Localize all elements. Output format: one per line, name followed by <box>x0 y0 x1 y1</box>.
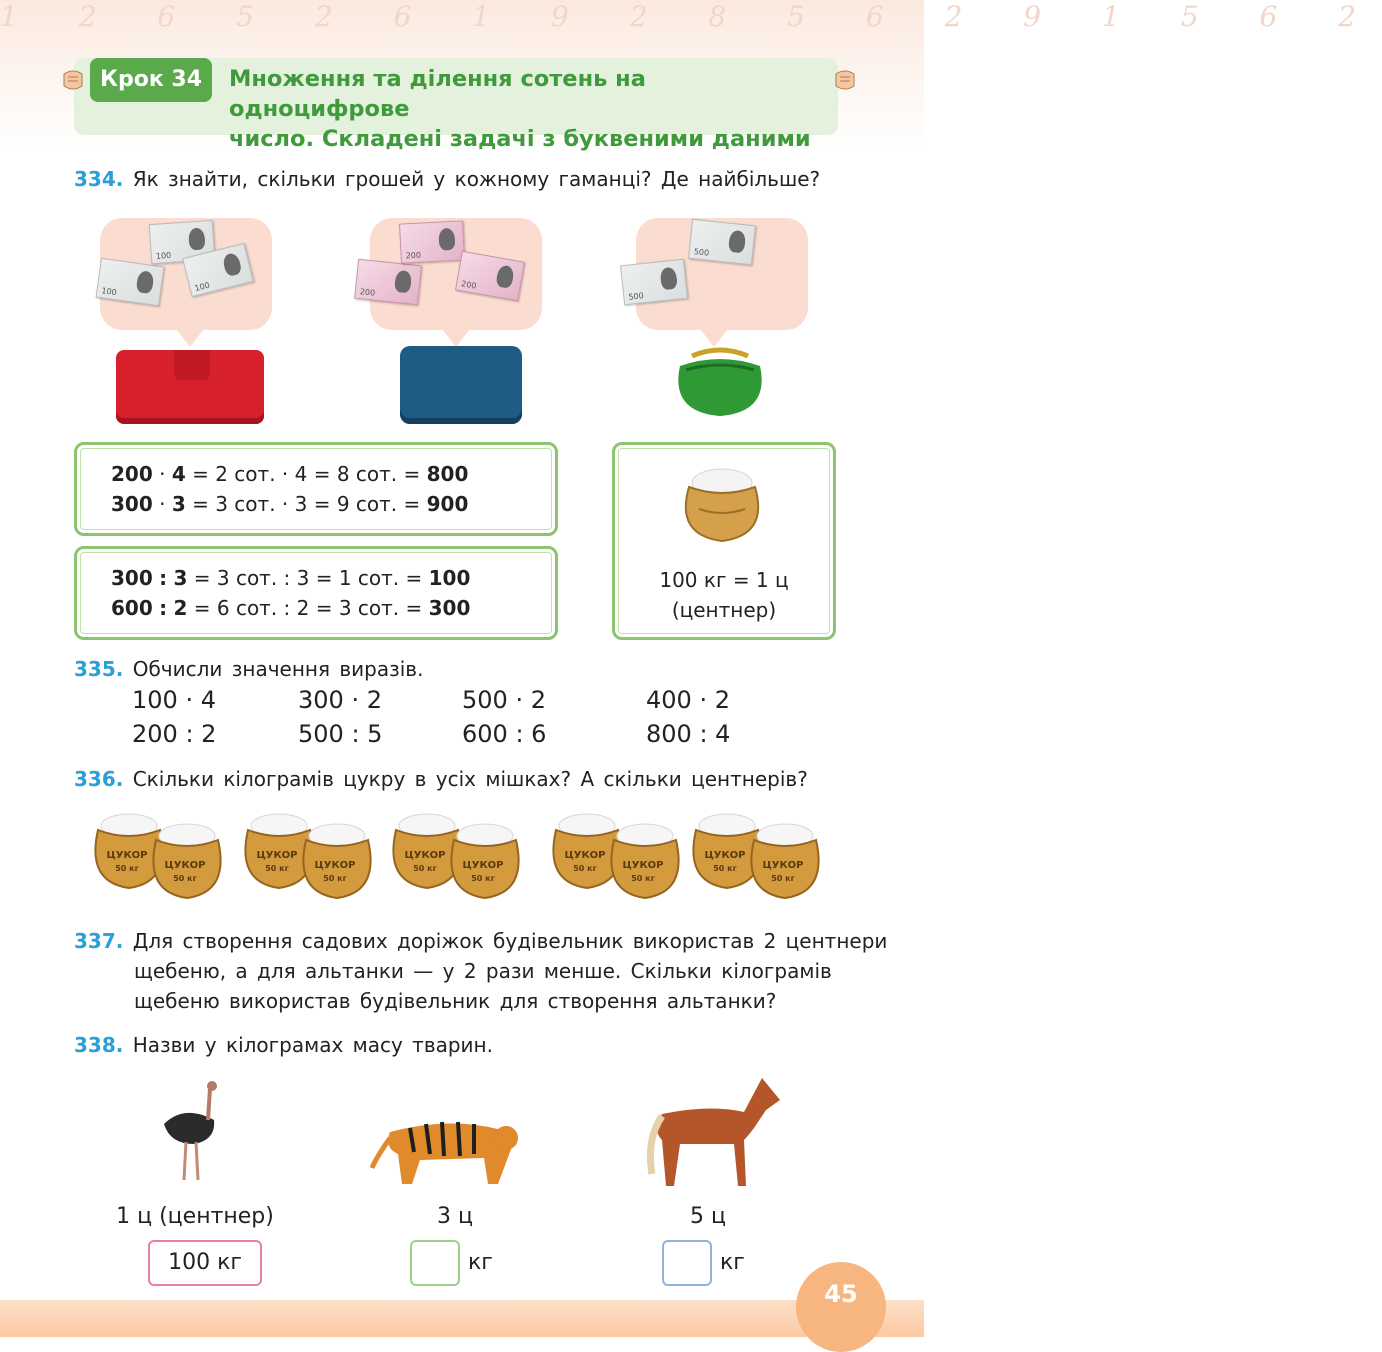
exercise-number: 338. <box>74 1033 124 1057</box>
expression: 200 : 2 <box>132 720 217 748</box>
expression: 500 · 2 <box>462 686 546 714</box>
banknote-500: 500 <box>688 219 756 265</box>
exercise-text: щебеню, а для альтанки — у 2 рази менше. Скільки кілограмів <box>134 959 832 983</box>
sack-weight: 50 кг <box>173 874 197 883</box>
banknote-100: 100 <box>149 220 216 264</box>
formula-line: 200 · 4 = 2 сот. · 4 = 8 сот. = 800 <box>111 462 469 486</box>
expression: 100 · 4 <box>132 686 216 714</box>
expression: 300 · 2 <box>298 686 382 714</box>
exercise-text: Скільки кілограмів цукру в усіх мішках? А скільки центнерів? <box>132 767 808 791</box>
expression: 800 : 4 <box>646 720 731 748</box>
sack-label: ЦУКОР <box>256 850 298 861</box>
sack-weight: 50 кг <box>631 874 655 883</box>
exercise-334 <box>74 164 820 194</box>
ostrich-image <box>154 1076 234 1186</box>
answer-box-ostrich[interactable] <box>148 1240 262 1286</box>
exercise-text: Як знайти, скільки грошей у кожному гаманці? Де найбільше? <box>132 167 821 191</box>
sack-label: ЦУКОР <box>704 850 746 861</box>
bubble-tail <box>176 329 204 347</box>
formula-line: 300 · 3 = 3 сот. · 3 = 9 сот. = 900 <box>111 492 469 516</box>
blue-wallet <box>400 346 522 424</box>
bottom-background-band <box>0 1300 924 1337</box>
unit-label: кг <box>720 1250 745 1275</box>
unit-equation: 100 кг = 1 ц <box>659 568 789 592</box>
exercise-337 <box>74 926 887 956</box>
animal-weight: 5 ц <box>690 1204 726 1229</box>
unit-conversion-box <box>612 442 836 640</box>
expression: 600 : 6 <box>462 720 547 748</box>
page-number: 45 <box>824 1280 858 1308</box>
sack-label: ЦУКОР <box>106 850 148 861</box>
sack-label: ЦУКОР <box>404 850 446 861</box>
exercise-number: 337. <box>74 929 124 953</box>
flour-sack-icon <box>679 461 765 545</box>
lesson-title <box>229 64 821 154</box>
lesson-title-line: число. Складені задачі з буквеними даними <box>229 126 811 152</box>
sack-weight: 50 кг <box>323 874 347 883</box>
animal-weight: 1 ц (центнер) <box>116 1204 274 1229</box>
expression: 400 · 2 <box>646 686 730 714</box>
sugar-sack <box>150 820 220 884</box>
sack-weight: 50 кг <box>265 864 289 873</box>
banknote-200: 200 <box>455 251 525 302</box>
expression: 500 : 5 <box>298 720 383 748</box>
bubble-tail <box>442 329 470 347</box>
exercise-number: 336. <box>74 767 124 791</box>
multiplication-example-box <box>74 442 558 536</box>
exercise-336 <box>74 764 808 794</box>
banknote-100: 100 <box>96 258 165 307</box>
sack-label: ЦУКОР <box>164 860 206 871</box>
banknote-500: 500 <box>620 259 688 305</box>
sack-weight: 50 кг <box>713 864 737 873</box>
sack-label: ЦУКОР <box>622 860 664 871</box>
sugar-sack <box>300 820 370 884</box>
banknote-200: 200 <box>354 259 422 305</box>
sugar-sack <box>448 820 518 884</box>
exercise-number: 334. <box>74 167 124 191</box>
exercise-text: щебеню використав будівельник для створення альтанки? <box>134 989 777 1013</box>
sack-weight: 50 кг <box>471 874 495 883</box>
unit-label: кг <box>468 1250 493 1275</box>
exercise-text: Для створення садових доріжок будівельник використав 2 центнери <box>132 929 888 953</box>
division-example-box <box>74 546 558 640</box>
horse-image <box>640 1070 784 1188</box>
answer-box-horse[interactable] <box>662 1240 712 1286</box>
pointing-hand-icon <box>62 66 84 94</box>
sack-weight: 50 кг <box>413 864 437 873</box>
step-badge: Крок 34 <box>90 58 212 102</box>
banknote-200: 200 <box>399 220 465 263</box>
sack-label: ЦУКОР <box>762 860 804 871</box>
formula-line: 300 : 3 = 3 сот. : 3 = 1 сот. = 100 <box>111 566 471 590</box>
green-purse <box>672 344 768 420</box>
red-wallet <box>116 350 264 424</box>
sugar-sack <box>608 820 678 884</box>
sugar-sacks-group <box>92 806 832 902</box>
sack-label: ЦУКОР <box>314 860 356 871</box>
exercise-335 <box>74 654 423 684</box>
unit-name: (центнер) <box>671 598 777 622</box>
exercise-338 <box>74 1030 493 1060</box>
answer-box-tiger[interactable] <box>410 1240 460 1286</box>
animal-weight: 3 ц <box>437 1204 473 1229</box>
answer-value: 100 кг <box>168 1250 242 1275</box>
sack-weight: 50 кг <box>771 874 795 883</box>
sack-weight: 50 кг <box>115 864 139 873</box>
exercise-number: 335. <box>74 657 124 681</box>
sack-weight: 50 кг <box>573 864 597 873</box>
tiger-image <box>370 1108 530 1188</box>
pointing-hand-icon <box>834 66 856 94</box>
sack-label: ЦУКОР <box>462 860 504 871</box>
sack-label: ЦУКОР <box>564 850 606 861</box>
background-digits: 1 2 6 5 2 6 1 9 2 8 5 6 2 9 1 5 6 2 <box>0 0 1382 33</box>
banknote-100: 100 <box>182 243 254 297</box>
formula-line: 600 : 2 = 6 сот. : 2 = 3 сот. = 300 <box>111 596 471 620</box>
lesson-title-line: Множення та ділення сотень на одноцифрове <box>229 66 646 122</box>
exercise-text: Обчисли значення виразів. <box>132 657 424 681</box>
exercise-text: Назви у кілограмах масу тварин. <box>132 1033 493 1057</box>
sugar-sack <box>748 820 818 884</box>
